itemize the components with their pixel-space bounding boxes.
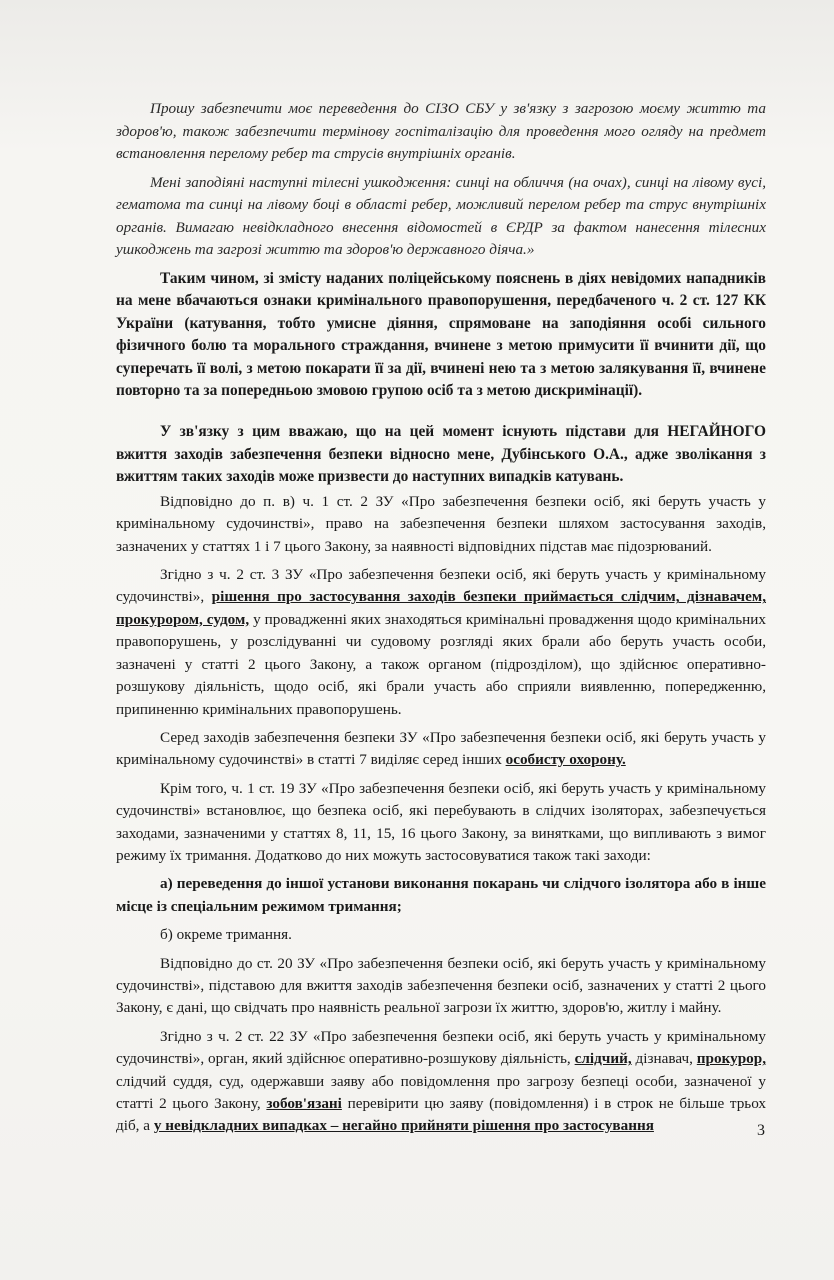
law6-investigator: слідчий, [574,1050,632,1068]
document-body [116,98,766,1138]
law-paragraph-3 [116,727,766,772]
law6-inquirer: дізнавач, [635,1050,693,1068]
list-item-a: а) переведення до іншої установи виконання покарань чи слідчого ізолятора або в інше місце із спеціальним режимом тримання; [116,875,766,915]
quote-paragraph-1: Прошу забезпечити моє переведення до СІЗО СБУ у зв'язку з загрозою моєму життю та здоров'ю, також забезпечити термінову госпіталізацію для проведення мого огляду на предмет встановлення перелому ребер та струсів внутрішніх органів. [116,100,766,162]
law3-personal-guard: особисту охорону. [505,751,626,769]
law6-urgent-cases: у невідкладних випадках – негайно прийняти рішення про застосування [153,1117,654,1135]
law-paragraph-5: Відповідно до ст. 20 ЗУ «Про забезпечення безпеки осіб, які беруть участь у кримінальному судочинстві», підставою для вжиття заходів забезпечення безпеки осіб, зазначених у статті 2 цього Закону, є дані, що свідчать про наявність реальної загрози їх життю, здоров'ю, житлу і майну. [116,954,766,1017]
law-paragraph-6 [116,1026,766,1138]
law6-obliged: зобов'язані [266,1095,342,1112]
law6-text-g: перевірити цю заяву (повідомлення) і в строк не більше трьох діб, а [116,1095,767,1135]
law-paragraph-4: Крім того, ч. 1 ст. 19 ЗУ «Про забезпечення безпеки осіб, які беруть участь у кримінальному судочинстві» встановлює, що безпека осіб, які перебувають в слідчих ізоляторах, забезпечується заходами, зазначеними у статтях 8, 11, 15, 16 цього Закону, за винятками, що випливають з вимог режиму їх тримання. Додатково до них можуть застосовуватися також такі заходи: [116,779,766,864]
quote-paragraph-2: Мені заподіяні наступні тілесні ушкодження: синці на обличчя (на очах), синці на лівому вусі, гематома та синці на лівому боці в області ребер, можливий перелом ребер та струс внутрішніх органів. Вимагаю невідкладного внесення відомостей в ЄРДР за фактом нанесення тілесних ушкоджень та загрозі життю та здоров'ю державного діяча.» [116,173,766,258]
law2-decision-phrase: рішення про застосування заходів безпеки приймається слідчим, дізнавачем, прокурором, судом, [116,588,767,628]
law6-text-e: слідчий суддя, суд, одержавши заяву або повідомлення про загрозу безпеці особи, зазначеної у статті 2 цього Закону, [116,1072,766,1112]
law2-text-a: Згідно з ч. 2 ст. 3 ЗУ «Про забезпечення безпеки осіб, які беруть участь у кримінальному судочинстві», [116,566,766,606]
urgent-paragraph: У зв'язку з цим вважаю, що на цей момент існують підстави для НЕГАЙНОГО вжиття заходів забезпечення безпеки відносно мене, Дубінського О.А., адже зволікання з вжиттям таких заходів може призвести до наступних випадків катувань. [116,423,766,486]
list-item-b: б) окреме тримання. [160,926,292,944]
law-paragraph-1: Відповідно до п. в) ч. 1 ст. 2 ЗУ «Про забезпечення безпеки осіб, які беруть участь у кримінальному судочинстві», право на забезпечення безпеки шляхом застосування заходів, зазначених у статтях 1 і 7 цього Закону, за наявності відповідних підстав має підозрюваний. [116,492,766,555]
law2-text-c: у провадженні яких знаходяться кримінальні провадження щодо кримінальних правопорушень, у розслідуванні чи судовому розгляді яких брали або беруть участь особи, зазначені у статті 2 цього Закону, а також органом (підрозділом), що здійснює оперативно-розшукову діяльність, щодо осіб, які брали участь або сприяли виявленню, попередженню, припиненню кримінальних правопорушень. [116,610,766,718]
conclusion-paragraph: Таким чином, зі змісту наданих поліцейському пояснень в діях невідомих нападників на мене вбачаються ознаки кримінального правопорушення, передбаченого ч. 2 ст. 127 КК України (катування, тобто умисне діяння, спрямоване на заподіяння особі сильного фізичного болю та морального страждання, вчинене з метою примусити її вчинити дії, що суперечать її волі, з метою покарати її за дії, вчинені нею та з метою залякування її, вчинене повторно та за попередньою змовою групою осіб та з метою дискримінації). [116,269,766,400]
law6-text-a: Згідно з ч. 2 ст. 22 ЗУ «Про забезпечення безпеки осіб, які беруть участь у кримінальному судочинстві», орган, який здійснює оперативно-розшукову діяльність, [116,1027,766,1068]
law-paragraph-2 [116,564,766,721]
law3-text-a: Серед заходів забезпечення безпеки ЗУ «Про забезпечення безпеки осіб, які беруть участь у кримінальному судочинстві» в статті 7 виділяє серед інших [116,728,766,769]
page-number: 3 [757,1122,765,1139]
law6-prosecutor: прокурор, [696,1050,767,1068]
